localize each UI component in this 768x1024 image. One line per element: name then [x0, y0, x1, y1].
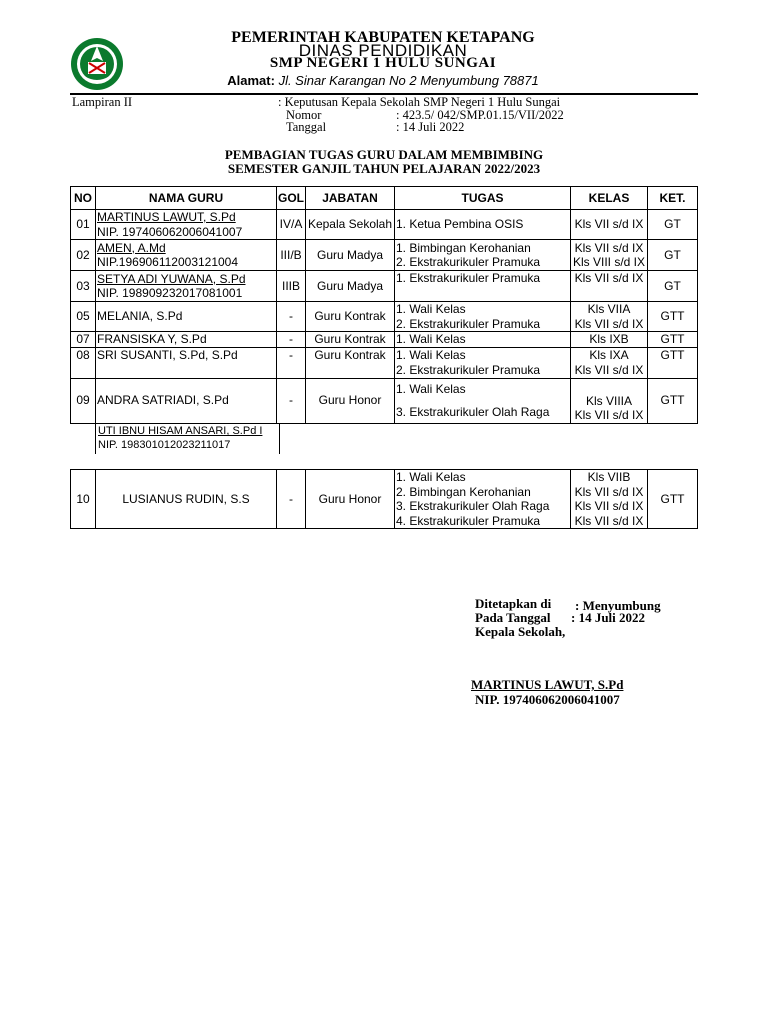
col-header-nama: NAMA GURU [96, 187, 277, 210]
cell-gol: - [277, 332, 306, 348]
header-school: SMP NEGERI 1 HULU SUNGAI [269, 55, 497, 71]
pada-tanggal-value: : 14 Juli 2022 [571, 610, 646, 625]
task-item: 3. Ekstrakurikuler Olah Raga [396, 499, 550, 513]
cell-tugas [395, 378, 571, 423]
class-item: Kls VII s/d IX [574, 499, 644, 513]
teacher-nip: NIP. 198909232017081001 [97, 286, 243, 300]
cell-ket: GTT [648, 378, 698, 423]
table-row [71, 271, 698, 302]
cell-kelas [571, 378, 648, 423]
cell-tugas: 1. Ketua Pembina OSIS [395, 210, 571, 240]
table-header-row [71, 187, 698, 210]
class-item: Kls VII s/d IX [574, 408, 644, 422]
cell-tugas [395, 470, 571, 529]
cell-tugas [395, 347, 571, 378]
cell-nama [96, 240, 277, 271]
cell-jabatan: Guru Honor [306, 378, 395, 423]
cell-ket: GT [648, 210, 698, 240]
col-header-tugas: TUGAS [395, 187, 571, 210]
cell-gol: - [277, 302, 306, 332]
signatory-nip: NIP. 197406062006041007 [475, 692, 620, 707]
table-row [71, 470, 698, 529]
cell-no: 01 [71, 210, 96, 240]
teacher-name: MARTINUS LAWUT, S.Pd [97, 210, 236, 224]
assignment-table [70, 186, 698, 424]
cell-no: 09 [71, 378, 96, 423]
table-row [71, 210, 698, 240]
teacher-nip: NIP. 197406062006041007 [97, 224, 243, 239]
cell-nama: SRI SUSANTI, S.Pd, S.Pd [96, 347, 277, 378]
signatory-name: MARTINUS LAWUT, S.Pd [471, 677, 624, 692]
signatory-title: Kepala Sekolah, [475, 624, 566, 639]
class-item: Kls VII s/d IX [574, 240, 644, 255]
cell-no: 07 [71, 332, 96, 348]
class-item: Kls VII s/d IX [574, 362, 644, 377]
cell-gol: - [277, 347, 306, 378]
class-item: Kls VII s/d IX [574, 513, 644, 528]
cell-no: 05 [71, 302, 96, 332]
nomor-value: : 423.5/ 042/SMP.01.15/VII/2022 [396, 108, 564, 122]
col-header-gol: GOL [277, 187, 306, 210]
cell-ket: GTT [648, 332, 698, 348]
cell-no: 02 [71, 240, 96, 271]
col-header-jabatan: JABATAN [306, 187, 395, 210]
cell-jabatan: Guru Madya [306, 240, 395, 271]
class-item: Kls VIIIA [585, 393, 632, 408]
address-label: Alamat: [227, 73, 275, 88]
cell-kelas [571, 470, 648, 529]
extra-teacher-nip: NIP. 198301012023211017 [98, 439, 231, 451]
class-item: Kls VIII s/d IX [572, 255, 646, 269]
cell-nama [96, 271, 277, 302]
task-item: 1. Bimbingan Kerohanian [396, 240, 531, 255]
col-header-no: NO [71, 187, 96, 210]
assignment-table-row10 [70, 469, 698, 529]
cell-ket: GTT [648, 470, 698, 529]
teacher-nip: NIP.196906112003121004 [97, 255, 239, 269]
cell-nama: ANDRA SATRIADI, S.Pd [96, 378, 277, 423]
pada-tanggal-label: Pada Tanggal [475, 610, 551, 625]
col-header-ket: KET. [648, 187, 698, 210]
class-item: Kls IXA [589, 348, 629, 362]
class-item: Kls VIIB [587, 470, 631, 484]
header-government: PEMERINTAH KABUPATEN KETAPANG [231, 29, 535, 46]
extra-teacher-cell [95, 424, 280, 454]
document-title-line2: SEMESTER GANJIL TAHUN PELAJARAN 2022/2023 [227, 161, 541, 176]
cell-gol: IIIB [277, 271, 306, 302]
task-item: 2. Ekstrakurikuler Pramuka [396, 255, 541, 269]
cell-kelas: Kls VII s/d IX [571, 271, 648, 302]
cell-jabatan: Guru Honor [306, 470, 395, 529]
document-title-line1: PEMBAGIAN TUGAS GURU DALAM MEMBIMBING [224, 147, 544, 162]
cell-gol: - [277, 470, 306, 529]
table-row [71, 240, 698, 271]
cell-jabatan: Guru Madya [306, 271, 395, 302]
school-emblem-logo [70, 37, 124, 91]
table-row [71, 332, 698, 348]
cell-tugas [395, 302, 571, 332]
task-item: 2. Ekstrakurikuler Pramuka [396, 362, 541, 377]
cell-jabatan: Guru Kontrak [306, 332, 395, 348]
cell-jabatan: Guru Kontrak [306, 347, 395, 378]
cell-jabatan: Guru Kontrak [306, 302, 395, 332]
cell-kelas [571, 302, 648, 332]
cell-gol: III/B [277, 240, 306, 271]
header-address [150, 73, 616, 88]
teacher-name: SETYA ADI YUWANA, S.Pd [97, 271, 246, 286]
task-item: 1. Wali Kelas [396, 470, 466, 484]
table-row [71, 302, 698, 332]
table-row [71, 347, 698, 378]
cell-ket: GT [648, 271, 698, 302]
class-item: Kls VII s/d IX [574, 484, 644, 499]
cell-nama: FRANSISKA Y, S.Pd [96, 332, 277, 348]
keputusan-text: : Keputusan Kepala Sekolah SMP Negeri 1 Hulu Sungai [278, 95, 561, 109]
table-row [71, 378, 698, 423]
cell-kelas: Kls VII s/d IX [571, 210, 648, 240]
nomor-label: Nomor [286, 108, 322, 122]
task-item: 2. Bimbingan Kerohanian [396, 484, 531, 499]
lampiran-label: Lampiran II [72, 95, 133, 109]
cell-tugas [395, 240, 571, 271]
cell-gol: - [277, 378, 306, 423]
cell-nama: MELANIA, S.Pd [96, 302, 277, 332]
class-item: Kls VII s/d IX [574, 316, 644, 331]
teacher-name: AMEN, A.Md [97, 240, 166, 255]
cell-jabatan: Kepala Sekolah [306, 210, 395, 240]
cell-ket: GT [648, 240, 698, 271]
ditetapkan-value: : Menyumbung [575, 598, 661, 613]
cell-gol: IV/A [277, 210, 306, 240]
class-item: Kls VIIA [587, 302, 631, 316]
cell-no: 03 [71, 271, 96, 302]
cell-ket: GTT [648, 347, 698, 378]
cell-kelas [571, 240, 648, 271]
cell-ket: GTT [648, 302, 698, 332]
address-value: Jl. Sinar Karangan No 2 Menyumbung 78871 [274, 73, 539, 88]
cell-no: 10 [71, 470, 96, 529]
tanggal-value: : 14 Juli 2022 [396, 120, 465, 134]
cell-no: 08 [71, 347, 96, 378]
task-item: 1. Wali Kelas [396, 381, 466, 396]
ditetapkan-label: Ditetapkan di [475, 596, 552, 611]
cell-kelas: Kls IXB [571, 332, 648, 348]
cell-nama [96, 210, 277, 240]
task-item: 1. Wali Kelas [396, 348, 466, 362]
extra-teacher-name: UTI IBNU HISAM ANSARI, S.Pd I [98, 425, 263, 437]
cell-kelas [571, 347, 648, 378]
col-header-kelas: KELAS [571, 187, 648, 210]
task-item: 3. Ekstrakurikuler Olah Raga [396, 405, 550, 419]
cell-tugas: 1. Ekstrakurikuler Pramuka [395, 271, 571, 302]
cell-nama: LUSIANUS RUDIN, S.S [96, 470, 277, 529]
task-item: 1. Wali Kelas [396, 302, 466, 316]
cell-tugas: 1. Wali Kelas [395, 332, 571, 348]
tanggal-label: Tanggal [286, 120, 327, 134]
task-item: 4. Ekstrakurikuler Pramuka [396, 513, 541, 528]
task-item: 2. Ekstrakurikuler Pramuka [396, 316, 541, 331]
header-department: DINAS PENDIDIKAN [298, 41, 468, 60]
